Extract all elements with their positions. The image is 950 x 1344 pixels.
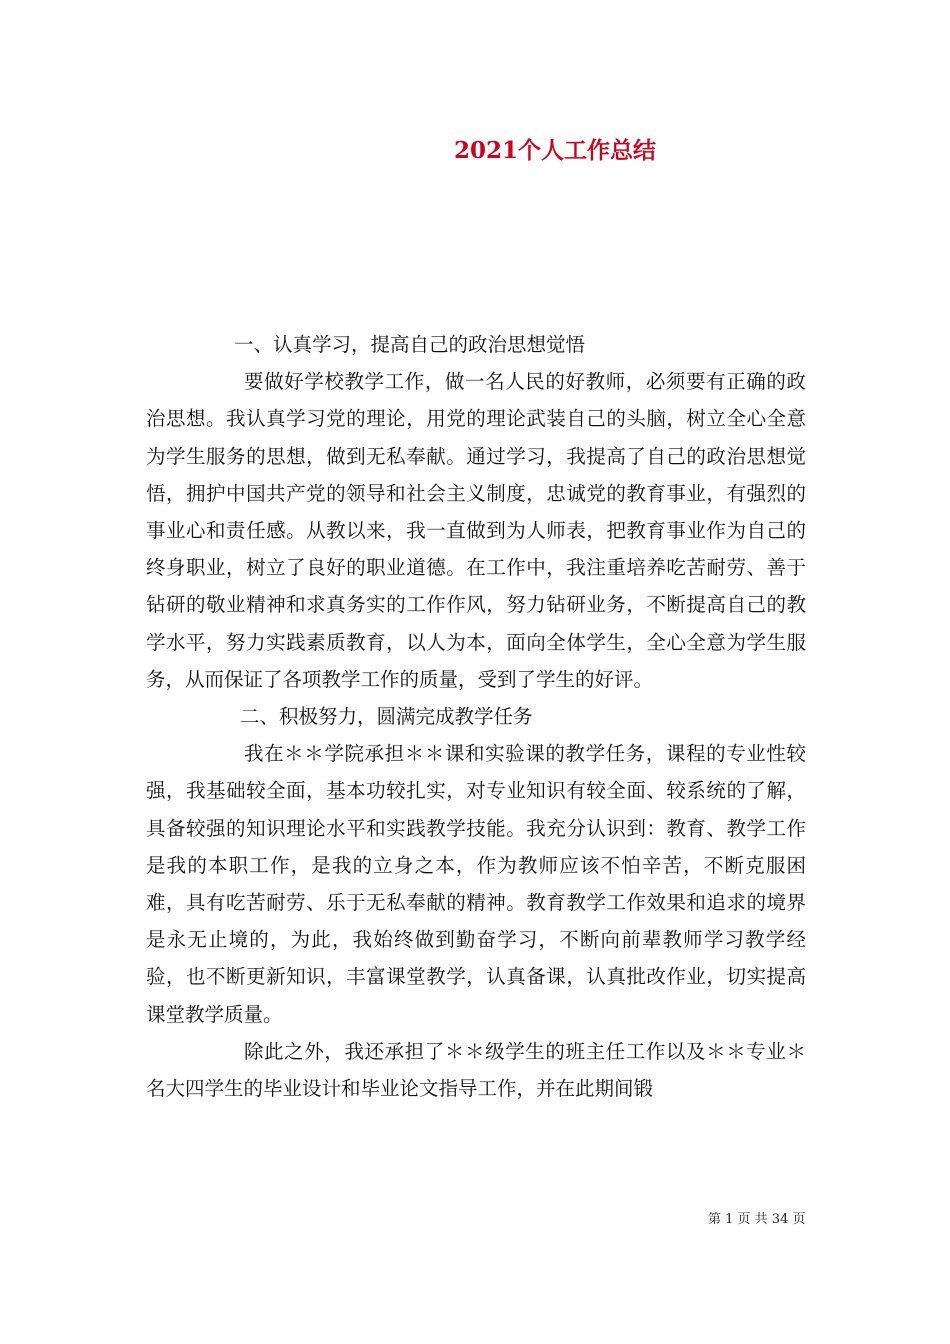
- document-title: 2021个人工作总结: [453, 137, 656, 164]
- page-footer: 第 1 页 共 34 页: [708, 1212, 806, 1227]
- section-1-heading: 一、认真学习，提高自己的政治思想觉悟: [234, 333, 586, 356]
- section-2-paragraph-1: 我在＊＊学院承担＊＊课和实验课的教学任务，课程的专业性较强，我基础较全面，基本功较扎实，对专业知识有较全面、较系统的了解，具备较强的知识理论水平和实践教学技能。我充分认识到：教育、教学工作是我的本职工作，是我的立身之本，作为教师应该不怕辛苦，不断克服困难，具有吃苦耐劳、乐于无私奉献的精神。教育教学工作效果和追求的境界是永无止境的，为此，我始终做到勤奋学习，不断向前辈教师学习教学经验，也不断更新知识，丰富课堂教学，认真备课，认真批改作业，切实提高课堂教学质量。: [146, 742, 806, 1026]
- section-2-heading: 二、积极努力，圆满完成教学任务: [240, 705, 533, 729]
- section-1-paragraph-1: 要做好学校教学工作，做一名人民的好教师，必须要有正确的政治思想。我认真学习党的理论，用党的理论武装自己的头脑，树立全心全意为学生服务的思想，做到无私奉献。通过学习，我提高了自己的政治思想觉悟，拥护中国共产党的领导和社会主义制度，忠诚党的教育事业，有强烈的事业心和责任感。从教以来，我一直做到为人师表，把教育事业作为自己的终身职业，树立了良好的职业道德。在工作中，我注重培养吃苦耐劳、善于钻研的敬业精神和求真务实的工作作风，努力钻研业务，不断提高自己的教学水平，努力实践素质教育，以人为本，面向全体学生，全心全意为学生服务，从而保证了各项教学工作的质量，受到了学生的好评。: [146, 370, 806, 691]
- section-2-paragraph-2: 除此之外，我还承担了＊＊级学生的班主任工作以及＊＊专业＊名大四学生的毕业设计和毕业论文指导工作，并在此期间锻: [146, 1039, 806, 1101]
- document-body: [146, 326, 806, 1107]
